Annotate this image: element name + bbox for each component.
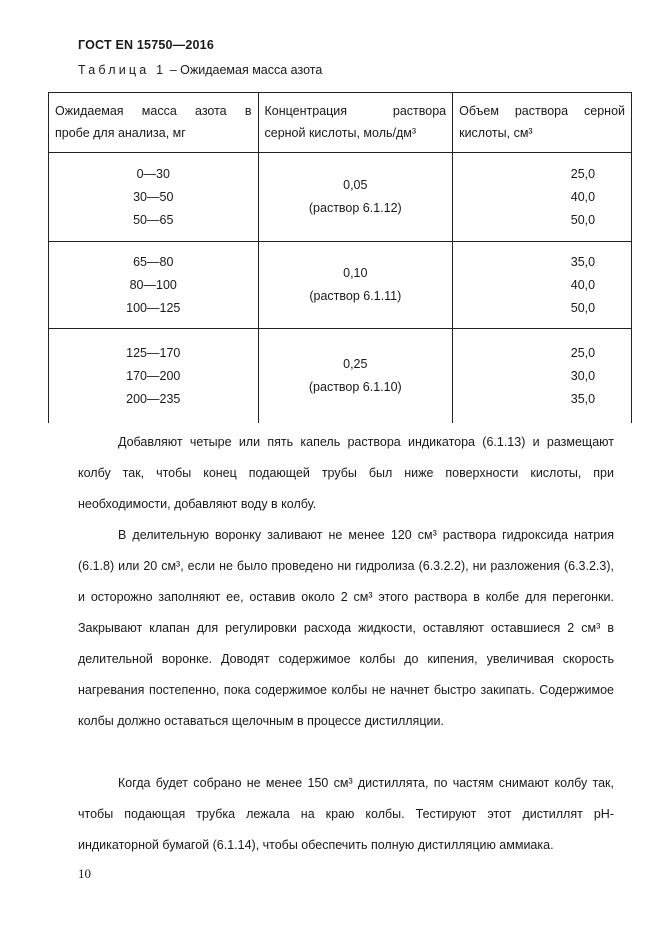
nitrogen-mass-table xyxy=(48,92,632,423)
table-header-row xyxy=(49,93,632,153)
document-header: ГОСТ EN 15750—2016 xyxy=(78,38,214,52)
mass-cell: 65—80 80—100 100—125 xyxy=(49,242,259,329)
table-caption-number: Таблица 1 xyxy=(78,63,167,77)
body-paragraph-distillate: Когда будет собрано не менее 150 см³ дистиллята, по частям снимают колбу так, чтобы подающая трубка лежала на краю колбы. Тестируют этот дистиллят pH-индикаторной бумагой (6.1.14), чтобы обеспечить полную дистилляцию аммиака. xyxy=(78,776,614,852)
volume-cell: 25,0 40,0 50,0 xyxy=(453,153,632,242)
body-paragraph-sodium-hydroxide: В делительную воронку заливают не менее 120 см³ раствора гидроксида натрия (6.1.8) или 20 см³, если не было проведено ни гидролиза (6.3.2.2), ни разложения (6.3.2.3), и осторожно заполняют ее, оставив около 2 см³ этого раствора в колбе для перегонки. Закрывают клапан для регулировки расхода жидкости, оставляют оставшиеся 2 см³ в делительной воронке. Доводят содержимое колбы до кипения, увеличивая скорость нагревания постепенно, пока содержимое колбы не начнет быстро закипать. Содержимое колбы должно оставаться щелочным в процессе дистилляции. xyxy=(78,528,614,728)
volume-cell: 35,0 40,0 50,0 xyxy=(453,242,632,329)
concentration-cell: 0,05 (раствор 6.1.12) xyxy=(258,153,453,242)
table-caption xyxy=(78,63,322,77)
column-header-concentration: Концентрация раствора серной кислоты, моль/дм³ xyxy=(258,93,453,153)
table-row xyxy=(49,153,632,242)
column-header-mass: Ожидаемая масса азота в пробе для анализа, мг xyxy=(49,93,259,153)
concentration-cell: 0,10 (раствор 6.1.11) xyxy=(258,242,453,329)
body-paragraph-indicator: Добавляют четыре или пять капель раствора индикатора (6.1.13) и размещают колбу так, чтобы конец подающей трубы был ниже поверхности кислоты, при необходимости, добавляют воду в колбу. xyxy=(78,435,614,511)
mass-cell: 125—170 170—200 200—235 xyxy=(49,329,259,424)
mass-cell: 0—30 30—50 50—65 xyxy=(49,153,259,242)
table-row xyxy=(49,329,632,424)
page-number: 10 xyxy=(78,866,91,881)
volume-cell: 25,0 30,0 35,0 xyxy=(453,329,632,424)
table-row xyxy=(49,242,632,329)
table-caption-title: – Ожидаемая масса азота xyxy=(166,63,323,77)
concentration-cell: 0,25 (раствор 6.1.10) xyxy=(258,329,453,424)
column-header-volume: Объем раствора серной кислоты, см³ xyxy=(453,93,632,153)
